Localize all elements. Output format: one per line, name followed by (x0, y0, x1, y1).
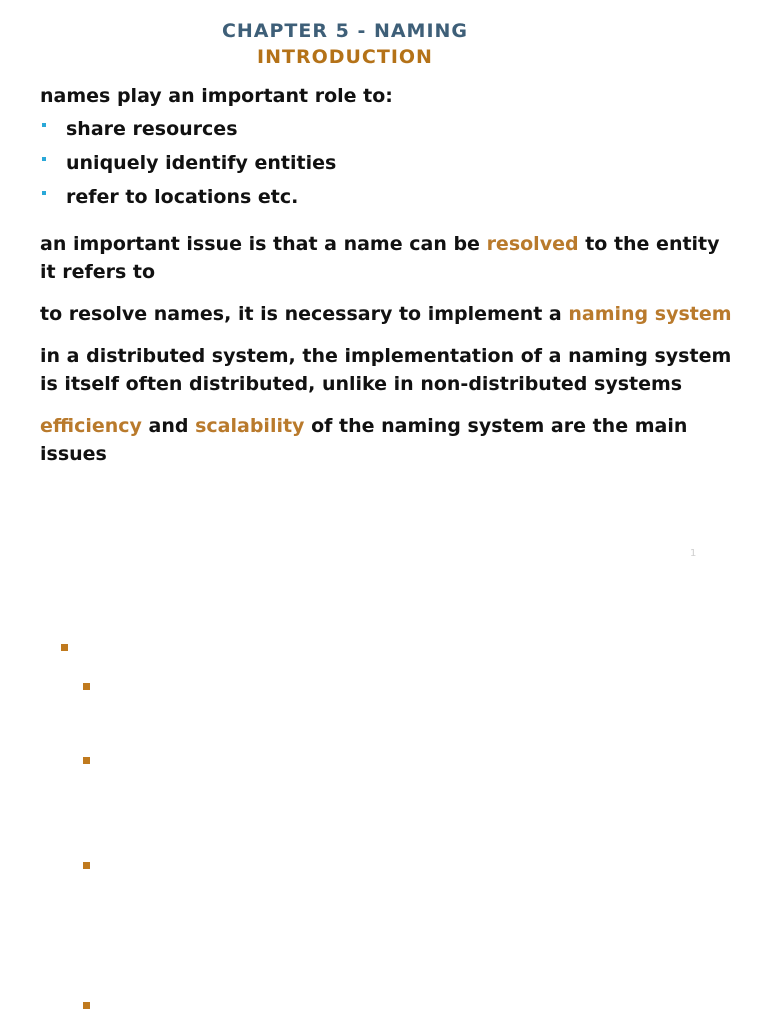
paragraph-naming-system (40, 300, 740, 328)
highlight-naming-system: naming system (568, 303, 732, 325)
paragraph-distributed: in a distributed system, the implementation of a naming system is itself often distributed, unlike in non-distributed systems (40, 345, 732, 395)
paragraph-resolve (40, 230, 740, 286)
bullet-icon (42, 123, 46, 127)
list-item-text: share resources (66, 118, 238, 140)
square-bullet-icon (61, 644, 68, 651)
square-bullet-icon (83, 757, 90, 764)
page-number: 1 (690, 548, 697, 559)
paragraph-text: of the naming system are the main issues (40, 415, 688, 465)
chapter-title: CHAPTER 5 - NAMING (221, 20, 469, 42)
list-item (40, 182, 740, 216)
square-bullet-icon (83, 683, 90, 690)
list-item-text: uniquely identify entities (66, 152, 337, 174)
role-list (40, 114, 740, 216)
paragraph-text: an important issue is that a name can be (40, 233, 487, 255)
highlight-scalability: scalability (195, 415, 305, 437)
section-subtitle: INTRODUCTION (257, 46, 433, 68)
paragraph-efficiency (40, 412, 740, 468)
bullet-icon (42, 157, 46, 161)
highlight-efficiency: efficiency (40, 415, 142, 437)
square-bullet-icon (83, 862, 90, 869)
intro-text: names play an important role to: (40, 85, 393, 107)
list-item (40, 148, 740, 182)
paragraph-text: to the entity it refers to (40, 233, 720, 283)
highlight-resolved: resolved (486, 233, 579, 255)
slide-content (40, 82, 740, 482)
paragraph-text: and (141, 415, 196, 437)
paragraph-text: to resolve names, it is necessary to implement a (40, 303, 569, 325)
square-bullet-icon (83, 1002, 90, 1009)
list-item (40, 114, 740, 148)
list-item-text: refer to locations etc. (66, 186, 299, 208)
bullet-icon (42, 191, 46, 195)
